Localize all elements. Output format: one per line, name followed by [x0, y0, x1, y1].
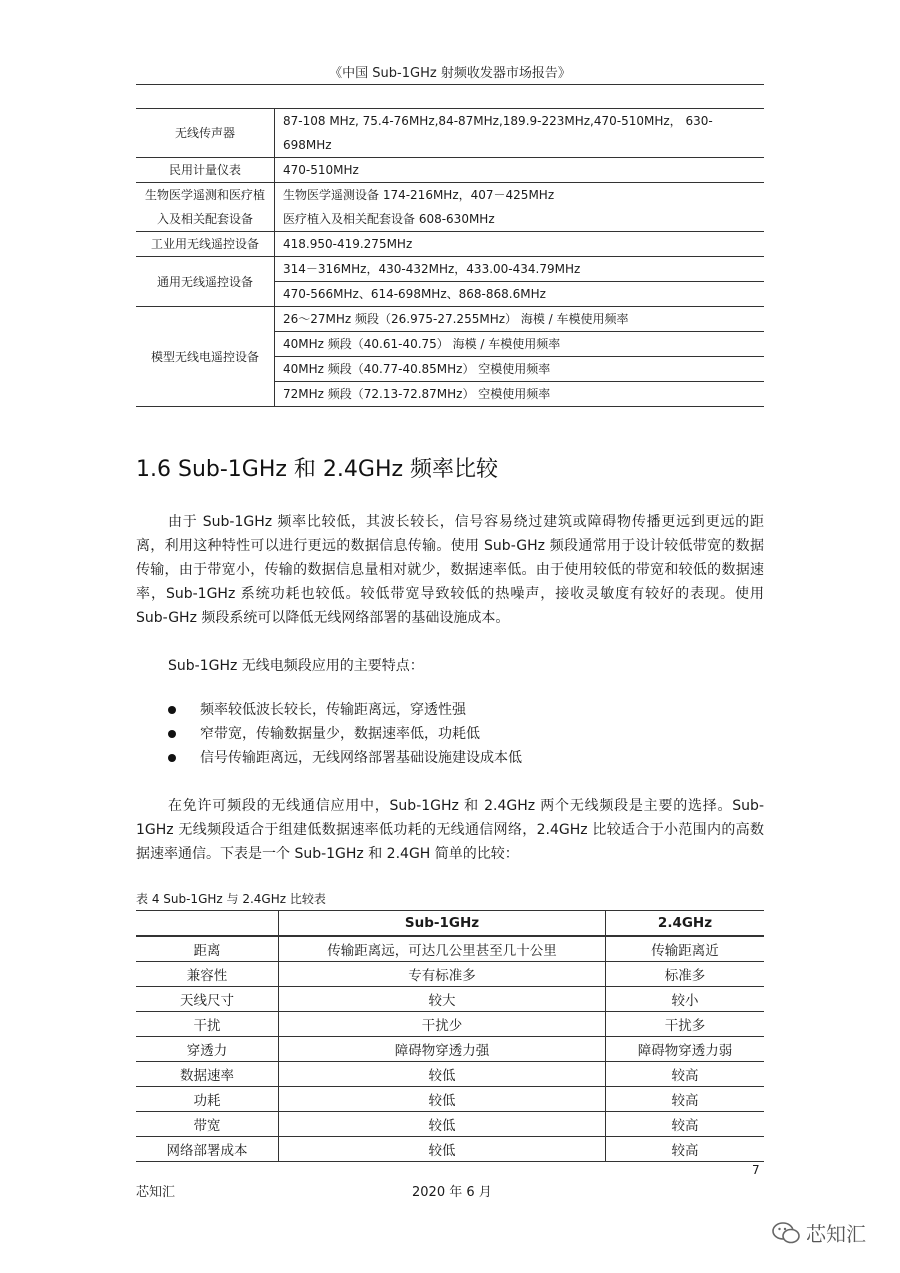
table-cell: 障碍物穿透力强 — [279, 1037, 606, 1062]
table-row — [136, 1112, 764, 1137]
table-cell: 418.950-419.275MHz — [275, 232, 765, 257]
table-cell: 兼容性 — [136, 962, 279, 987]
table-header — [136, 911, 279, 937]
table-cell: 距离 — [136, 936, 279, 962]
table-row — [136, 1037, 764, 1062]
table-cell: 模型无线电遥控设备 — [136, 307, 275, 407]
table-row — [136, 1062, 764, 1087]
watermark-text: 芯知汇 — [806, 1222, 866, 1246]
feature-list — [168, 698, 522, 770]
table-cell: 天线尺寸 — [136, 987, 279, 1012]
table-cell: 较高 — [606, 1062, 765, 1087]
table-cell: 40MHz 频段（40.77-40.85MHz） 空模使用频率 — [275, 357, 765, 382]
table-cell: 民用计量仪表 — [136, 158, 275, 183]
paragraph: 在免许可频段的无线通信应用中，Sub-1GHz 和 2.4GHz 两个无线频段是主要的选择。Sub-1GHz 无线频段适合于组建低数据速率低功耗的无线通信网络，2.4GHz 比较适合于小范围内的高数据速率通信。下表是一个 Sub-1GHz 和 2.4GH 简单的比较： — [136, 798, 764, 862]
table-cell: 障碍物穿透力弱 — [606, 1037, 765, 1062]
table-cell: 工业用无线遥控设备 — [136, 232, 275, 257]
list-item: 频率较低波长较长，传输距离远，穿透性强 — [168, 698, 522, 722]
table-row — [136, 109, 764, 158]
bullet-icon — [168, 706, 176, 714]
table-cell: 生物医学遥测设备 174-216MHz，407－425MHz — [283, 188, 555, 202]
paragraph: Sub-1GHz 无线电频段应用的主要特点： — [168, 658, 424, 674]
table-cell: 较低 — [279, 1137, 606, 1162]
table-row — [136, 936, 764, 962]
table-cell: 较大 — [279, 987, 606, 1012]
table-cell: 较低 — [279, 1087, 606, 1112]
table-cell: 40MHz 频段（40.61-40.75） 海模 / 车模使用频率 — [275, 332, 765, 357]
table-cell: 较小 — [606, 987, 765, 1012]
table-cell: 干扰 — [136, 1012, 279, 1037]
header-rule — [136, 84, 764, 85]
table-row — [136, 987, 764, 1012]
table-header-row — [136, 911, 764, 937]
table-cell: 传输距离近 — [606, 936, 765, 962]
watermark — [772, 1218, 866, 1247]
table-cell: 网络部署成本 — [136, 1137, 279, 1162]
table-cell: 72MHz 频段（72.13-72.87MHz） 空模使用频率 — [283, 387, 551, 401]
table-cell: 通用无线遥控设备 — [136, 257, 275, 307]
table-row — [136, 257, 764, 282]
table-cell: 传输距离远，可达几公里甚至几十公里 — [279, 936, 606, 962]
table-row — [136, 1012, 764, 1037]
bullet-icon — [168, 754, 176, 762]
table-row — [136, 183, 764, 208]
table-caption: 表 4 Sub-1GHz 与 2.4GHz 比较表 — [136, 892, 326, 906]
table-cell: 无线传声器 — [136, 109, 275, 158]
table-cell: 26～27MHz 频段（26.975-27.255MHz） 海模 / 车模使用频率 — [275, 307, 765, 332]
table-cell: 较高 — [606, 1087, 765, 1112]
table-cell: 干扰少 — [279, 1012, 606, 1037]
page-header: 《中国 Sub-1GHz 射频收发器市场报告》 — [329, 66, 571, 81]
section-title: 1.6 Sub-1GHz 和 2.4GHz 频率比较 — [136, 457, 499, 482]
table-cell: 87-108 MHz, 75.4-76MHz,84-87MHz,189.9-223MHz,470-510MHz， 630-698MHz — [283, 114, 713, 152]
table-cell: 较高 — [606, 1112, 765, 1137]
table-cell: 470-566MHz、614-698MHz、868-868.6MHz — [275, 282, 765, 307]
table-row — [136, 962, 764, 987]
list-item: 窄带宽，传输数据量少，数据速率低，功耗低 — [168, 722, 522, 746]
wechat-icon — [772, 1221, 800, 1245]
table-row — [136, 307, 764, 332]
table-row — [136, 232, 764, 257]
footer-date: 2020 年 6 月 — [412, 1185, 492, 1200]
table-cell: 标准多 — [606, 962, 765, 987]
table-row — [136, 1137, 764, 1162]
page-number: 7 — [752, 1163, 760, 1177]
table-row — [136, 1087, 764, 1112]
table-header: 2.4GHz — [606, 911, 765, 937]
list-item: 信号传输距离远，无线网络部署基础设施建设成本低 — [168, 746, 522, 770]
table-cell: 较低 — [279, 1062, 606, 1087]
table-cell: 功耗 — [136, 1087, 279, 1112]
table-cell: 干扰多 — [606, 1012, 765, 1037]
paragraph: 由于 Sub-1GHz 频率比较低，其波长较长，信号容易绕过建筑或障碍物传播更远到更远的距离，利用这种特性可以进行更远的数据信息传输。使用 Sub-GHz 频段通常用于设计较低带宽的数据传输，由于带宽小，传输的数据信息量相对就少，数据速率低。由于使用较低的带宽和较低的数据速率，Sub-1GHz 系统功耗也较低。较低带宽导致较低的热噪声，接收灵敏度有较好的表现。使用 Sub-GHz 频段系统可以降低无线网络部署的基础设施成本。 — [136, 514, 764, 626]
table-row — [136, 158, 764, 183]
table-cell: 带宽 — [136, 1112, 279, 1137]
table-cell: 数据速率 — [136, 1062, 279, 1087]
comparison-table — [136, 910, 764, 1162]
table-cell: 专有标准多 — [279, 962, 606, 987]
footer-org: 芯知汇 — [136, 1185, 176, 1200]
bullet-icon — [168, 730, 176, 738]
table-cell: 470-510MHz — [275, 158, 765, 183]
table-cell: 较低 — [279, 1112, 606, 1137]
table-cell: 较高 — [671, 1143, 699, 1159]
table-cell: 生物医学遥测和医疗植入及相关配套设备 — [136, 183, 275, 232]
table-cell: 穿透力 — [136, 1037, 279, 1062]
table-cell: 医疗植入及相关配套设备 608-630MHz — [275, 207, 765, 232]
table-cell: 314－316MHz，430-432MHz，433.00-434.79MHz — [275, 257, 765, 282]
frequency-table — [136, 108, 764, 407]
table-header: Sub-1GHz — [279, 911, 606, 937]
